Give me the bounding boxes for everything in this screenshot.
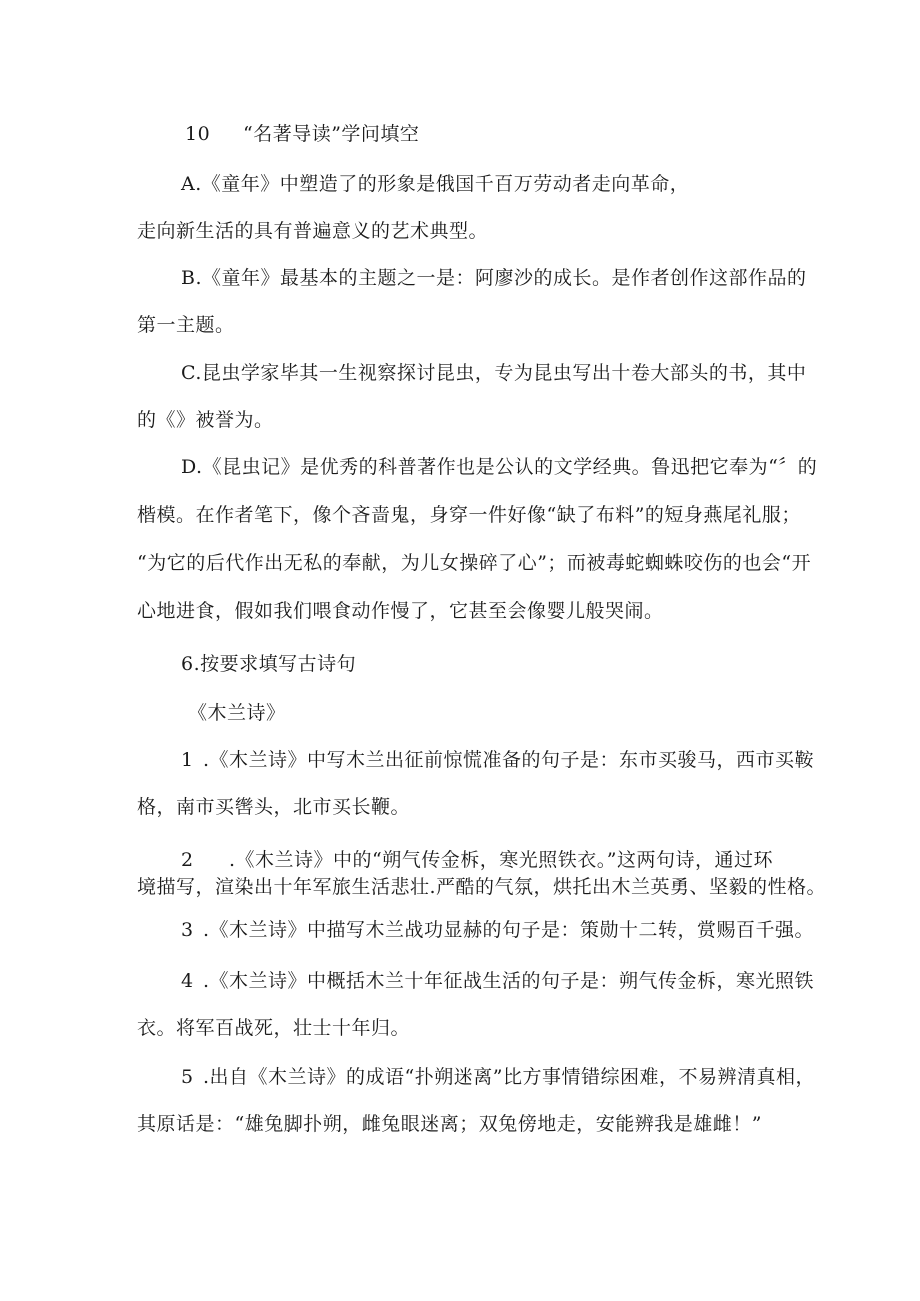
item-a-line-2: 走向新生活的具有普遍意义的艺术典型。 xyxy=(137,220,489,242)
question-3-text: .《木兰诗》中描写木兰战功显赫的句子是：策勋十二转，赏赐百千强。 xyxy=(203,919,815,941)
heading-number: 10 xyxy=(185,123,211,145)
heading xyxy=(185,121,419,147)
item-d-line-1: D.《昆虫记》是优秀的科普著作也是公认的文学经典。鲁迅把它奉为“〞的 xyxy=(181,456,818,478)
question-4-text: .《木兰诗》中概括木兰十年征战生活的句子是：朔气传金柝，寒光照铁 xyxy=(203,970,815,992)
item-c-line-1: C.昆虫学家毕其一生视察探讨昆虫，专为昆虫写出十卷大部头的书，其中 xyxy=(181,362,807,384)
item-c-line-2: 的《》被誉为。 xyxy=(137,409,274,431)
item-b-line-2: 第一主题。 xyxy=(137,314,235,336)
question-5-number: 5 xyxy=(181,1066,194,1088)
question-2-line-2: 境描写，渲染出十年军旅生活悲壮.严酷的气氛，烘托出木兰英勇、坚毅的性格。 xyxy=(137,876,827,898)
question-2-line-1 xyxy=(181,847,773,873)
item-d-line-4: 心地进食，假如我们喂食动作慢了，它甚至会像婴儿般哭闹。 xyxy=(137,600,664,622)
question-1-line-2: 格，南市买辔头，北市买长鞭。 xyxy=(137,796,411,818)
item-b-line-1: B.《童年》最基本的主题之一是：阿廖沙的成长。是作者创作这部作品的 xyxy=(181,267,807,289)
question-2-text: .《木兰诗》中的“朔气传金柝，寒光照铁衣。”这两句诗，通过环 xyxy=(229,849,773,871)
question-1-line-1 xyxy=(181,747,814,773)
question-3-line-1 xyxy=(181,917,814,943)
question-4-line-1 xyxy=(181,968,814,994)
item-d-line-3: “为它的后代作出无私的奉献，为儿女操碎了心”；而被毒蛇蜘蛛咬伤的也会“开 xyxy=(137,552,812,574)
question-4-line-2: 衣。将军百战死，壮士十年归。 xyxy=(137,1017,411,1039)
question-5-line-2: 其原话是：“雄兔脚扑朔，雌兔眼迷离；双兔傍地走，安能辨我是雄雌！” xyxy=(137,1113,762,1135)
question-1-number: 1 xyxy=(181,749,194,771)
poem-title: 《木兰诗》 xyxy=(188,702,286,724)
question-3-number: 3 xyxy=(181,919,194,941)
item-d-line-2: 楷模。在作者笔下，像个吝啬鬼，身穿一件好像“缺了布料”的短身燕尾礼服； xyxy=(137,504,801,526)
item-a-line-1: A.《童年》中塑造了的形象是俄国千百万劳动者走向革命， xyxy=(181,173,690,195)
question-5-line-1 xyxy=(181,1064,815,1090)
question-5-text: .出自《木兰诗》的成语“扑朔迷离”比方事情错综困难，不易辨清真相， xyxy=(203,1066,815,1088)
question-4-number: 4 xyxy=(181,970,194,992)
question-2-number: 2 xyxy=(181,849,194,871)
heading-title: “名著导读”学问填空 xyxy=(243,123,420,145)
question-1-text: .《木兰诗》中写木兰出征前惊慌准备的句子是：东市买骏马，西市买鞍 xyxy=(203,749,815,771)
section-6-title: 6.按要求填写古诗句 xyxy=(181,653,357,675)
